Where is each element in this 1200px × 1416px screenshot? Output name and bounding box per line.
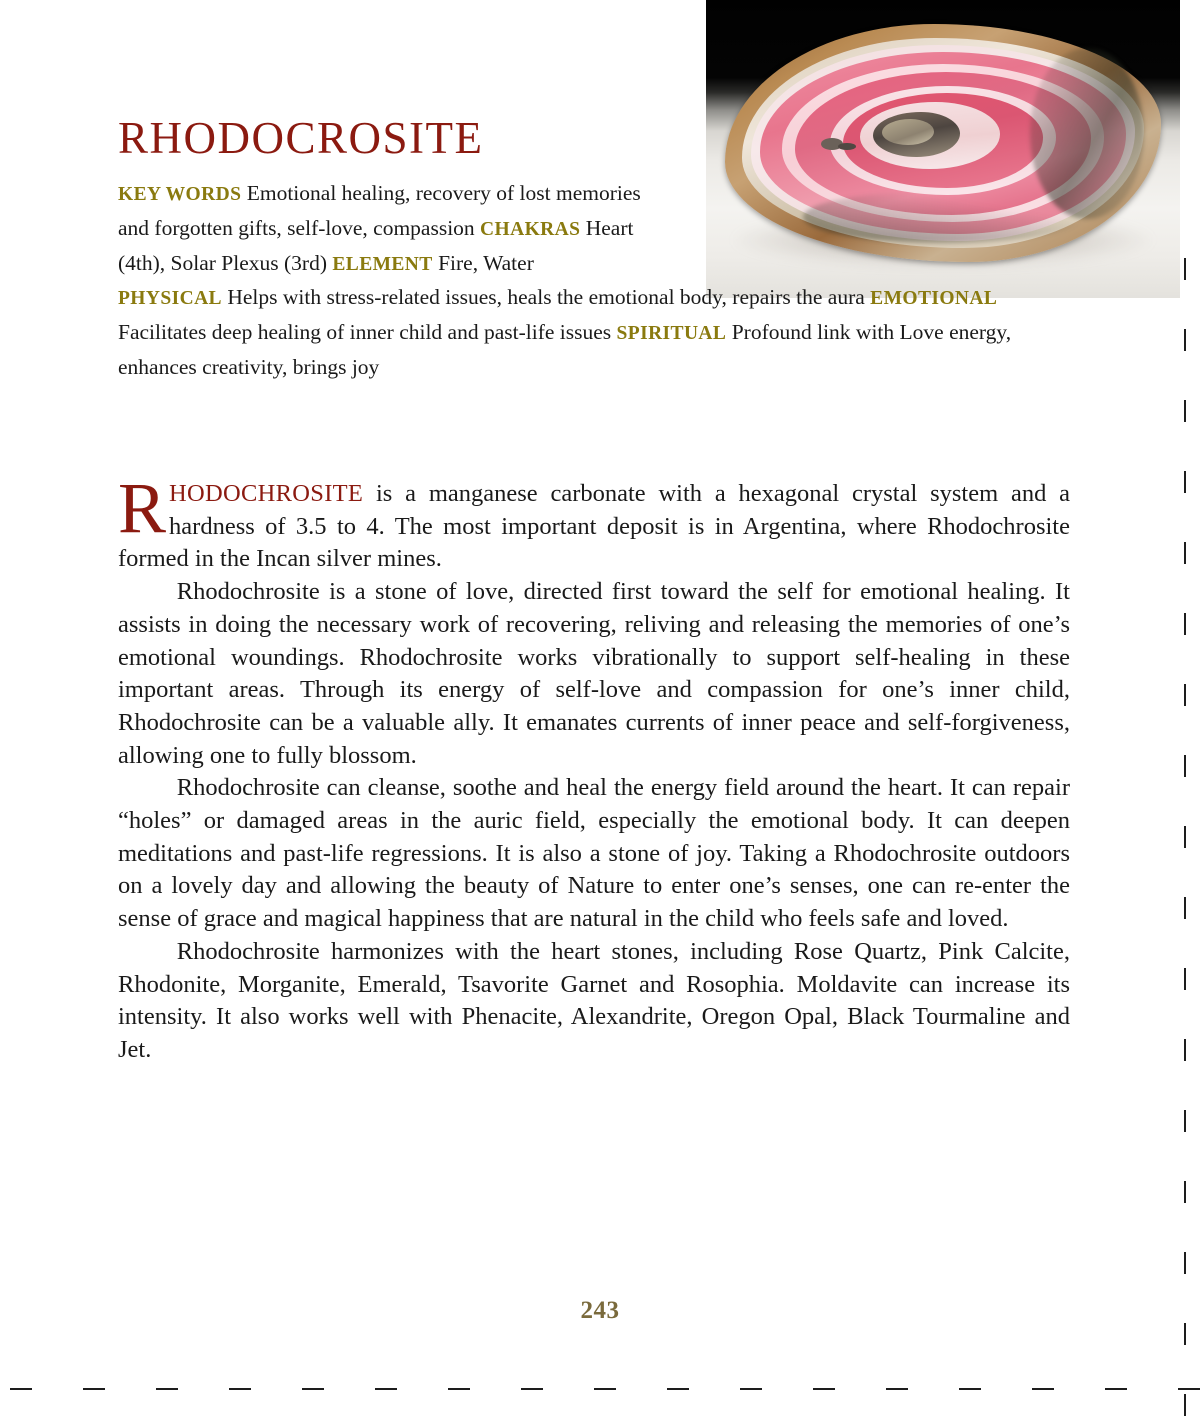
edge-dash-mark [667, 1388, 689, 1390]
edge-tick-mark [1184, 613, 1186, 635]
edge-dash-mark [375, 1388, 397, 1390]
edge-dash-mark [886, 1388, 908, 1390]
slab-inclusion-b [838, 143, 855, 150]
paragraph-4: Rhodochrosite harmonizes with the heart stones, including Rose Quartz, Pink Calcite, Rhodonite, Morganite, Emerald, Tsavorite Garnet and Rosophia. Moldavite can increase its intensity. It also works well with Phenacite, Alexandrite, Oregon Opal, Black Tourmaline and Jet. [118, 937, 1070, 1063]
attribute-value-physical: Helps with stress-related issues, heals the emotional body, repairs the aura [227, 285, 865, 310]
edge-dash-mark [813, 1388, 835, 1390]
lead-small-caps: HODOCHROSITE [169, 480, 364, 507]
edge-tick-mark [1184, 1323, 1186, 1345]
paragraph-1 [118, 468, 1070, 576]
edge-tick-mark [1184, 329, 1186, 351]
edge-dash-mark [302, 1388, 324, 1390]
attribute-value-emotional: Facilitates deep healing of inner child and past-life issues [118, 320, 612, 345]
edge-dash-mark [1178, 1388, 1200, 1390]
edge-dash-mark [1105, 1388, 1127, 1390]
bottom-edge-register-marks [0, 1384, 1200, 1400]
edge-dash-mark [959, 1388, 981, 1390]
right-edge-register-marks [1184, 0, 1200, 1400]
edge-dash-mark [156, 1388, 178, 1390]
edge-tick-mark [1184, 1181, 1186, 1203]
edge-dash-mark [740, 1388, 762, 1390]
edge-dash-mark [594, 1388, 616, 1390]
edge-tick-mark [1184, 542, 1186, 564]
attribute-label-chakras: CHAKRAS [480, 218, 581, 240]
edge-tick-mark [1184, 968, 1186, 990]
attribute-label-physical: PHYSICAL [118, 288, 222, 310]
attribute-label-emotional: EMOTIONAL [870, 288, 998, 310]
edge-dash-mark [1032, 1388, 1054, 1390]
attributes-block [118, 176, 1078, 385]
attribute-label-spiritual: SPIRITUAL [616, 323, 727, 345]
edge-tick-mark [1184, 1110, 1186, 1132]
article-body [118, 468, 1070, 1067]
attribute-value-element: Fire, Water [438, 250, 534, 275]
edge-dash-mark [229, 1388, 251, 1390]
edge-tick-mark [1184, 400, 1186, 422]
edge-tick-mark [1184, 471, 1186, 493]
paragraph-3: Rhodochrosite can cleanse, soothe and heal the energy field around the heart. It can repair “holes” or damaged areas in the auric field, especially the emotional body. It can deepen meditations and past-life regressions. It is also a stone of joy. Taking a Rhodochrosite outdoors on a lovely day and allowing the beauty of Nature to enter one’s senses, one can re-enter the sense of grace and magical happiness that are natural in the child who feels safe and loved. [118, 774, 1070, 933]
attribute-label-element: ELEMENT [332, 253, 433, 275]
paragraph-2: Rhodochrosite is a stone of love, directed first toward the self for emotional healing. It assists in doing the necessary work of recovering, reliving and releasing the memories of one’s emotional woundings. Rhodochrosite works vibrationally to support self-healing in these important areas. Through its energy of self-love and compassion for one’s inner child, Rhodochrosite can be a valuable ally. It emanates currents of inner peace and self-forgiveness, allowing one to fully blossom. [118, 578, 1070, 769]
edge-tick-mark [1184, 826, 1186, 848]
page-title: RHODOCROSITE [118, 113, 484, 164]
edge-tick-mark [1184, 897, 1186, 919]
attribute-value-spiritual: Profound link with Love energy, enhances creativity, brings joy [118, 320, 1012, 380]
drop-cap: R [118, 468, 167, 548]
edge-tick-mark [1184, 1039, 1186, 1061]
attribute-value-chakras: Heart (4th), Solar Plexus (3rd) [118, 215, 634, 275]
edge-tick-mark [1184, 755, 1186, 777]
edge-tick-mark [1184, 1252, 1186, 1274]
edge-dash-mark [83, 1388, 105, 1390]
edge-tick-mark [1184, 258, 1186, 280]
edge-dash-mark [10, 1388, 32, 1390]
page-number: 243 [580, 1297, 620, 1324]
edge-dash-mark [521, 1388, 543, 1390]
edge-tick-mark [1184, 684, 1186, 706]
attribute-value-key-words: Emotional healing, recovery of lost memories and forgotten gifts, self-love, compassion [118, 181, 641, 240]
attributes-wide-group [118, 280, 1078, 384]
paragraph-1-text: is a manganese carbonate with a hexagonal crystal system and a hardness of 3.5 to 4. The most important deposit is in Argentina, where Rhodochrosite formed in the Incan silver mines. [118, 480, 1070, 573]
attribute-label-key-words: KEY WORDS [118, 184, 242, 205]
attributes-narrow-group [118, 176, 666, 280]
edge-dash-mark [448, 1388, 470, 1390]
